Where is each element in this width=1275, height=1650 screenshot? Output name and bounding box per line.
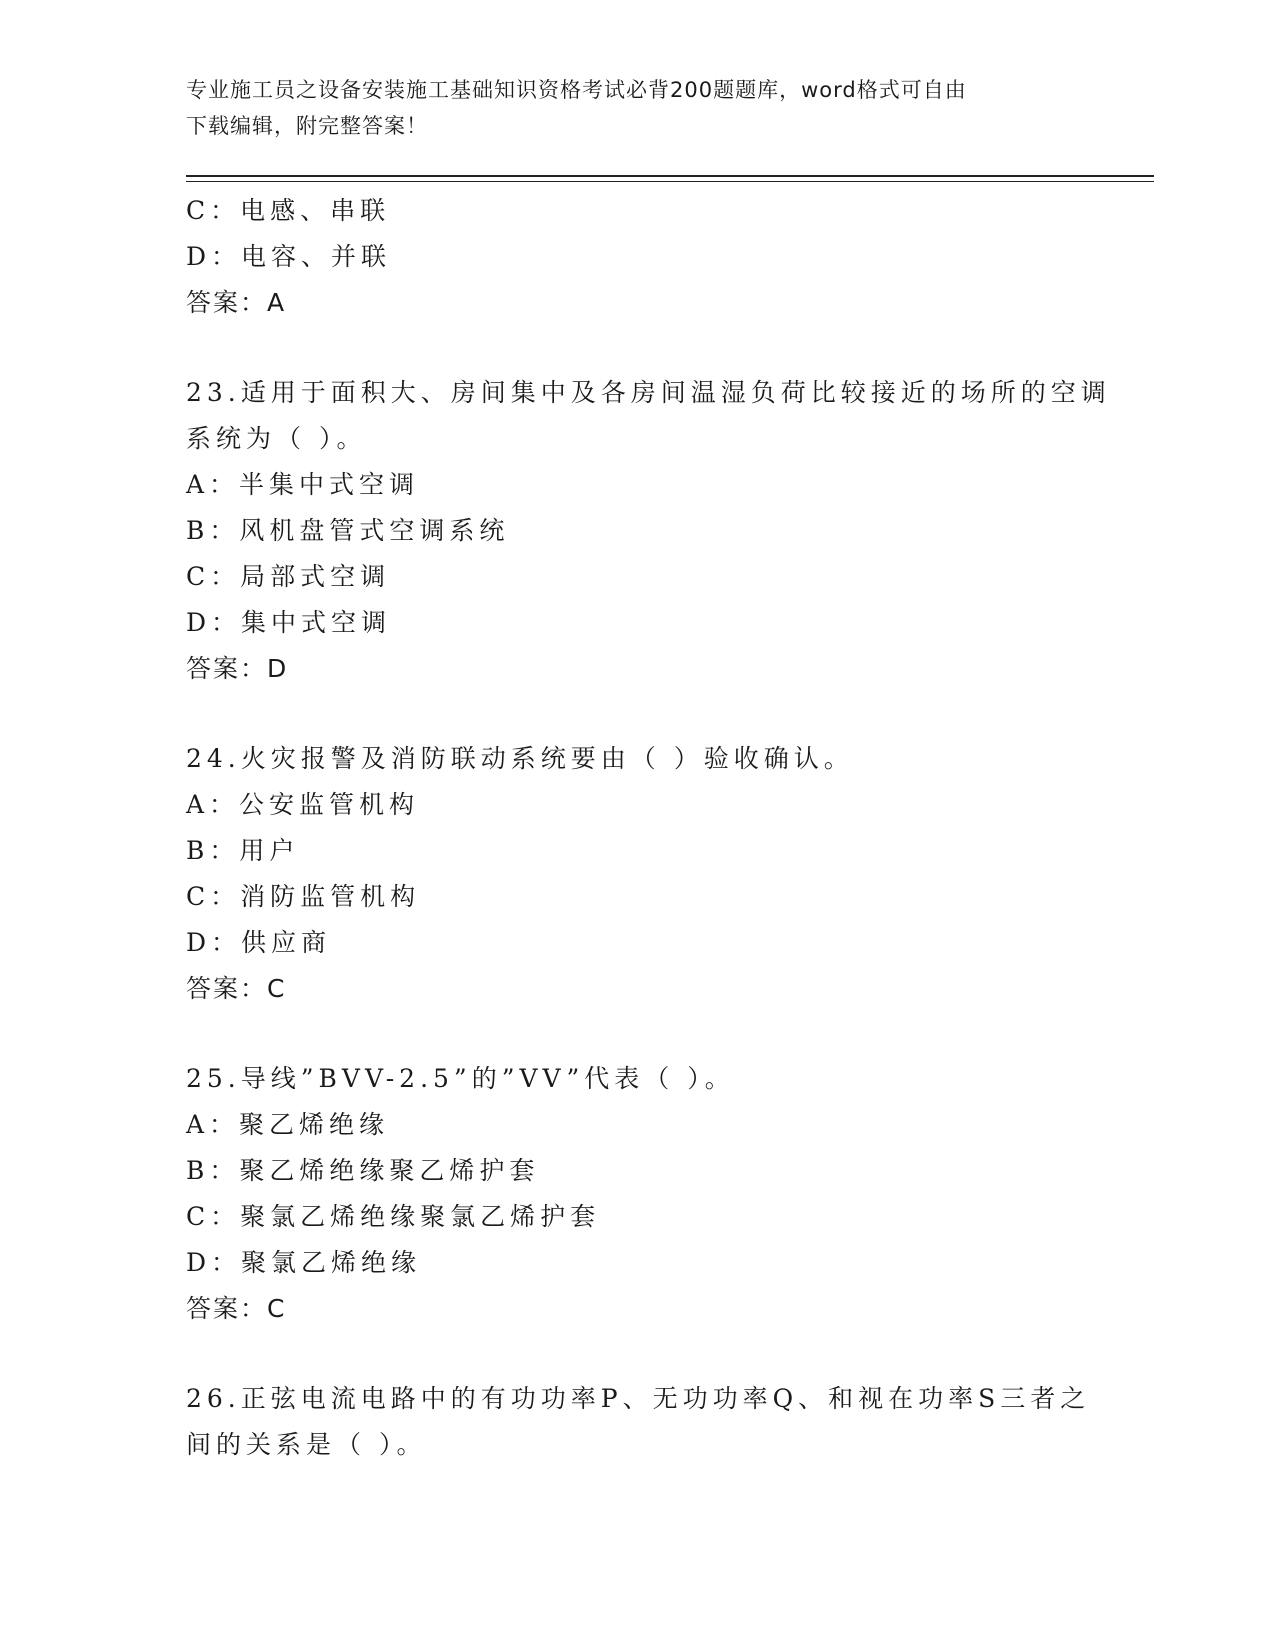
answer: 答案：C bbox=[186, 974, 287, 1003]
header-title-line-1: 专业施工员之设备安装施工基础知识资格考试必背200题题库，word格式可自由 bbox=[186, 78, 967, 102]
option-c: C：聚氯乙烯绝缘聚氯乙烯护套 bbox=[186, 1202, 601, 1231]
option-a: A：半集中式空调 bbox=[186, 470, 420, 499]
header-divider-thick bbox=[186, 175, 1154, 177]
spacer bbox=[186, 692, 1086, 736]
answer: 答案：A bbox=[186, 288, 287, 317]
option-b: B：用户 bbox=[186, 836, 300, 865]
spacer bbox=[186, 1332, 1086, 1376]
question-stem-line-2: 间的关系是（ ）。 bbox=[186, 1430, 427, 1459]
option-c: C：消防监管机构 bbox=[186, 882, 421, 911]
question-23 bbox=[186, 370, 1111, 692]
question-26 bbox=[186, 1376, 1091, 1468]
spacer bbox=[186, 326, 1086, 370]
option-b: B：聚乙烯绝缘聚乙烯护套 bbox=[186, 1156, 540, 1185]
question-list bbox=[186, 188, 1111, 1468]
question-stem-line-1: 26.正弦电流电路中的有功功率P、无功功率Q、和视在功率S三者之 bbox=[186, 1384, 1091, 1413]
option-c: C：电感、串联 bbox=[186, 196, 391, 225]
question-22-tail bbox=[186, 188, 1086, 326]
question-stem-line-2: 系统为（ ）。 bbox=[186, 424, 367, 453]
header-divider-thin bbox=[186, 181, 1154, 182]
option-b: B：风机盘管式空调系统 bbox=[186, 516, 510, 545]
answer: 答案：D bbox=[186, 654, 289, 683]
question-25 bbox=[186, 1056, 1086, 1332]
document-header bbox=[186, 72, 1066, 144]
option-d: D：供应商 bbox=[186, 928, 332, 957]
option-c: C：局部式空调 bbox=[186, 562, 391, 591]
question-stem-line-1: 23.适用于面积大、房间集中及各房间温湿负荷比较接近的场所的空调 bbox=[186, 378, 1111, 407]
header-title-line-2: 下载编辑，附完整答案！ bbox=[186, 114, 428, 138]
question-stem-line-1: 24.火灾报警及消防联动系统要由（ ）验收确认。 bbox=[186, 744, 854, 773]
question-stem-line-1: 25.导线”BVV-2.5”的”VV”代表（ ）。 bbox=[186, 1064, 735, 1093]
option-a: A：公安监管机构 bbox=[186, 790, 420, 819]
option-d: D：集中式空调 bbox=[186, 608, 392, 637]
question-24 bbox=[186, 736, 1086, 1012]
option-d: D：电容、并联 bbox=[186, 242, 392, 271]
option-d: D：聚氯乙烯绝缘 bbox=[186, 1248, 422, 1277]
spacer bbox=[186, 1012, 1086, 1056]
answer: 答案：C bbox=[186, 1294, 287, 1323]
option-a: A：聚乙烯绝缘 bbox=[186, 1110, 390, 1139]
